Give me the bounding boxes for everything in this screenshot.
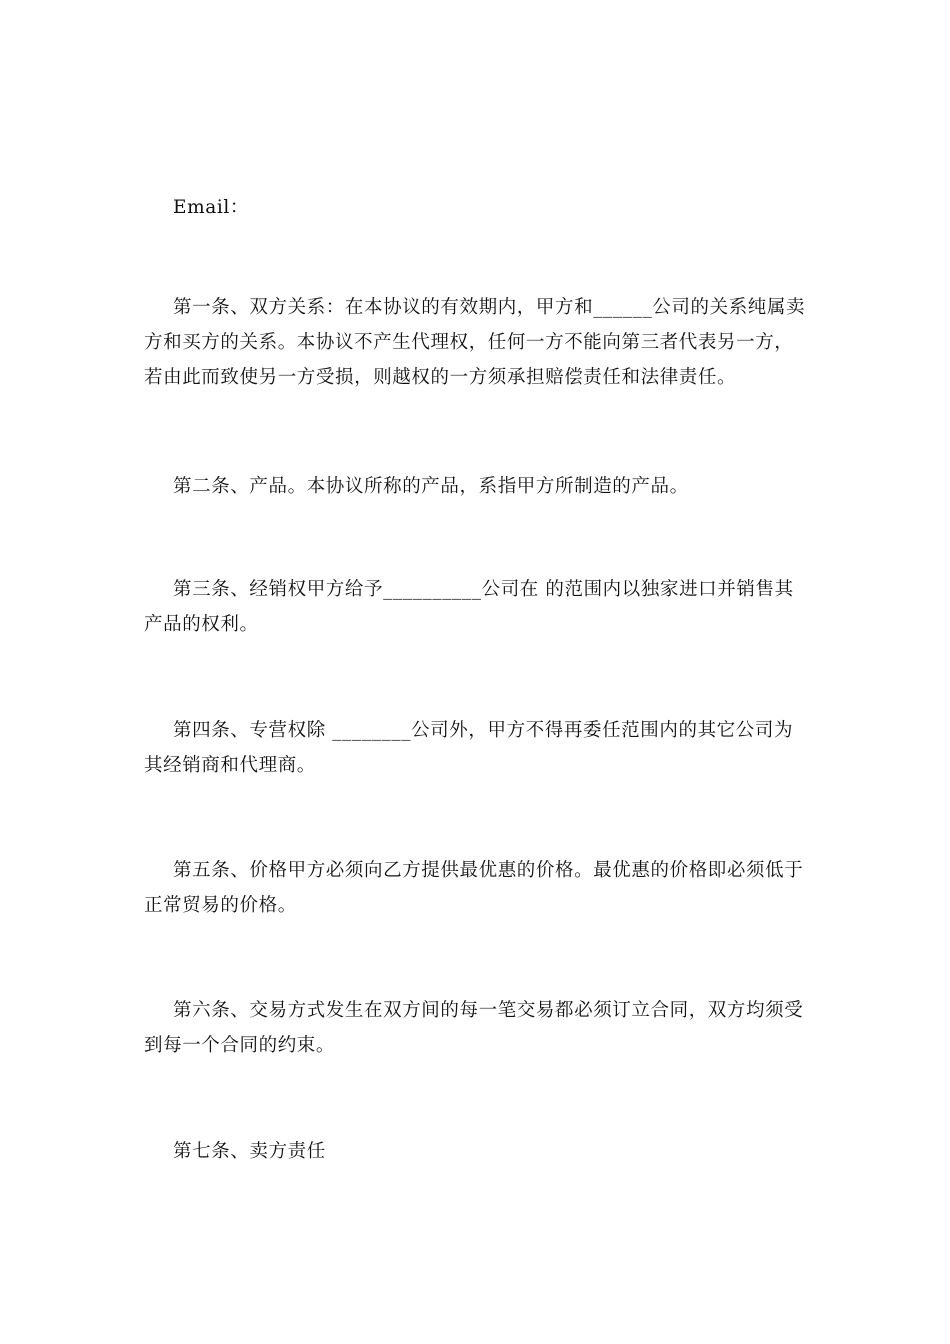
article-3-distribution-right (144, 572, 808, 642)
article-text-line: 第五条、价格甲方必须向乙方提供最优惠的价格。最优惠的价格即必须低于 (173, 860, 804, 881)
article-text-line: 正常贸易的价格。 (144, 895, 297, 916)
article-text-line: 第四条、专营权除 ________公司外，甲方不得再委任范围内的其它公司为 (173, 720, 794, 741)
article-6-transaction-method (144, 993, 808, 1063)
article-text-line: 到每一个合同的约束。 (144, 1035, 336, 1056)
article-text-line: 第一条、双方关系：在本协议的有效期内，甲方和______公司的关系纯属卖 (173, 297, 806, 318)
article-text-line: 第七条、卖方责任 (173, 1141, 326, 1162)
article-1-relationship (144, 290, 808, 395)
article-4-exclusive-right (144, 713, 808, 783)
article-text-line: 若由此而致使另一方受损，则越权的一方须承担赔偿责任和法律责任。 (144, 367, 737, 388)
article-5-price (144, 853, 808, 923)
article-text-line: 第二条、产品。本协议所称的产品，系指甲方所制造的产品。 (173, 476, 689, 497)
article-text-line: 方和买方的关系。本协议不产生代理权，任何一方不能向第三者代表另一方， (144, 332, 794, 353)
article-text-line: 产品的权利。 (144, 614, 259, 635)
article-text-line: 第三条、经销权甲方给予__________公司在 的范围内以独家进口并销售其 (173, 579, 794, 600)
article-text-line: 第六条、交易方式发生在双方间的每一笔交易都必须订立合同，双方均须受 (173, 1000, 804, 1021)
email-label (144, 190, 808, 225)
article-text-line: 其经销商和代理商。 (144, 755, 316, 776)
email-label-text: Email： (173, 197, 250, 218)
article-7-seller-responsibility (144, 1134, 808, 1169)
article-2-product (144, 469, 808, 504)
